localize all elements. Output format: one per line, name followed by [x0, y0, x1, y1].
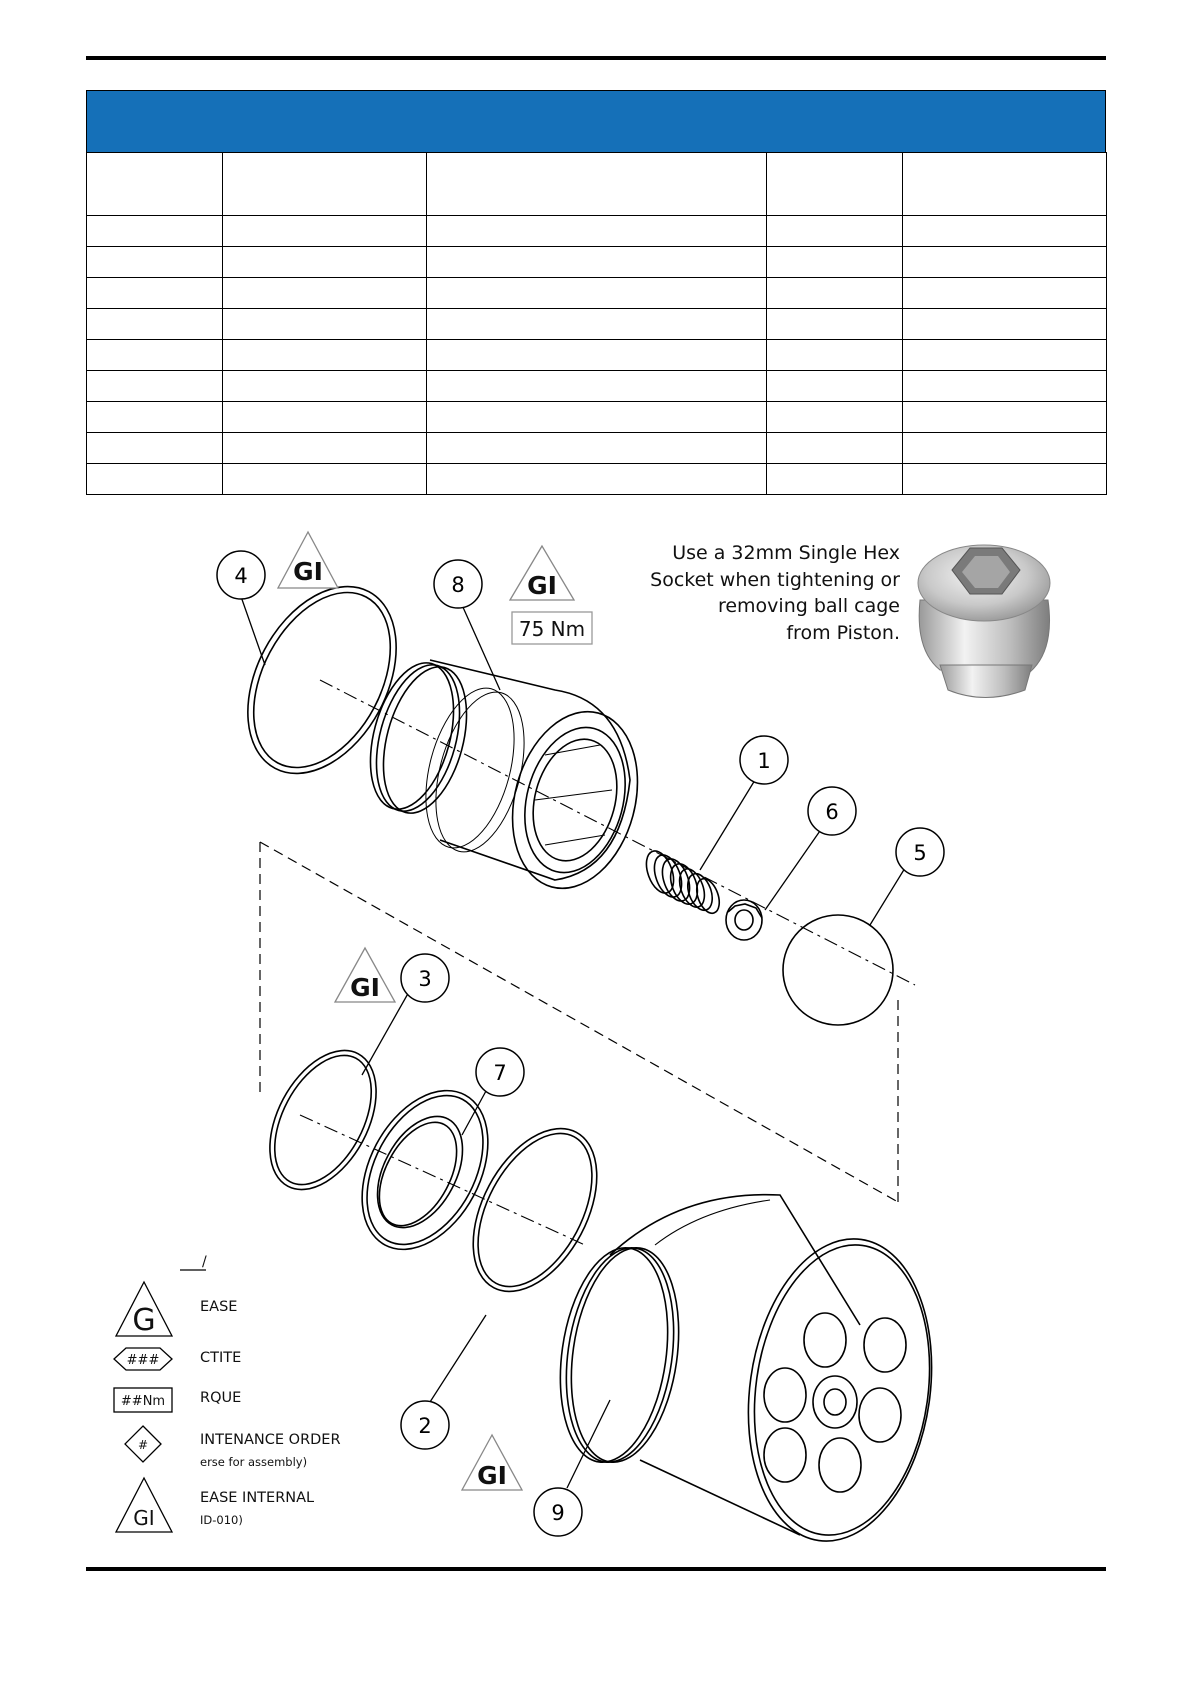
legend-title-fragment: /	[202, 1254, 207, 1270]
legend-torque-text: RQUE	[200, 1390, 242, 1406]
part-2-o-ring	[448, 1108, 622, 1312]
legend-torque-symbol: ##Nm	[120, 1394, 166, 1409]
balloon-6-label: 6	[825, 800, 839, 824]
balloon-7-label: 7	[493, 1061, 507, 1085]
legend-order-symbol: #	[137, 1438, 149, 1452]
balloon-5-label: 5	[913, 841, 927, 865]
part-9-piston	[547, 1195, 950, 1553]
legend-grease-text: EASE	[200, 1299, 238, 1315]
part-8-housing	[356, 654, 656, 903]
legend-order-text: INTENANCE ORDER	[200, 1432, 341, 1448]
gi-label: GI	[477, 1461, 507, 1490]
balloon-4-label: 4	[234, 564, 248, 588]
bottom-rule	[86, 1567, 1106, 1571]
legend-gi-symbol: GI	[133, 1506, 155, 1530]
balloon-1-label: 1	[757, 749, 771, 773]
socket-instruction-note	[640, 540, 900, 646]
legend-order-sub: erse for assembly)	[200, 1455, 308, 1469]
note-line: Socket when tightening or	[650, 568, 900, 591]
part-5-ball	[783, 915, 893, 1025]
gi-label: GI	[293, 557, 323, 586]
part-7-washer	[337, 1069, 514, 1271]
lower-centre-line	[300, 1115, 585, 1245]
legend-grease-symbol: G	[132, 1303, 156, 1338]
legend-loctite-symbol: ###	[126, 1353, 160, 1368]
note-line: removing ball cage	[717, 595, 900, 617]
legend-gi-text: EASE INTERNAL	[200, 1490, 315, 1506]
balloon-8-label: 8	[451, 573, 465, 597]
gi-label: GI	[350, 973, 380, 1002]
gi-label: GI	[527, 571, 557, 600]
balloon-3-label: 3	[418, 967, 432, 991]
hex-socket-icon	[918, 545, 1050, 698]
balloon-9-label: 9	[551, 1501, 565, 1525]
part-3-o-ring	[248, 1033, 398, 1208]
torque-value: 75 Nm	[518, 617, 586, 641]
note-line: Use a 32mm Single Hex	[672, 542, 900, 564]
part-1-spring	[641, 847, 723, 916]
legend-gi-sub: ID-010)	[200, 1513, 243, 1527]
part-6-ball-seat	[726, 900, 762, 940]
legend-loctite-text: CTITE	[200, 1350, 242, 1366]
note-line: from Piston.	[786, 621, 900, 644]
balloon-2-label: 2	[418, 1414, 432, 1438]
